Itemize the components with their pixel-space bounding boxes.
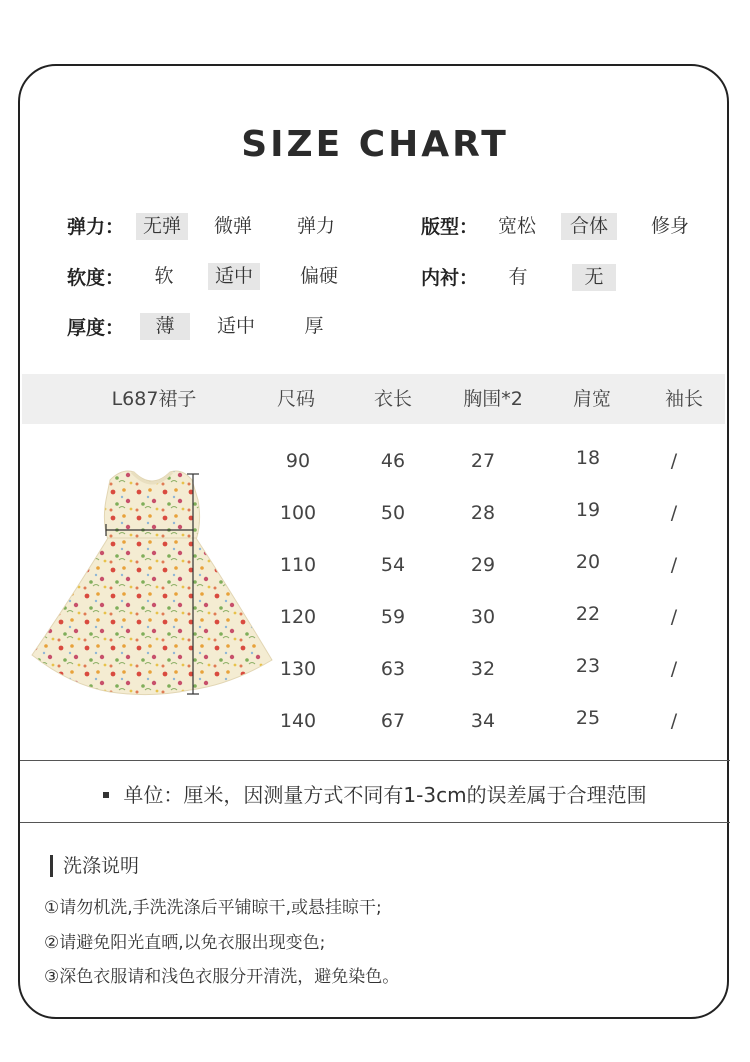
product-name: L687裙子 — [111, 388, 197, 410]
cell-length: 50 — [380, 502, 406, 524]
cell-chest: 27 — [470, 450, 496, 472]
elasticity-option-slight: 微弹 — [213, 215, 252, 237]
cell-sleeve: / — [670, 554, 678, 576]
cell-shoulder: 25 — [575, 707, 601, 729]
cell-chest: 32 — [470, 658, 496, 680]
thickness-label: 厚度： — [67, 317, 125, 339]
divider-top — [20, 760, 730, 761]
cell-length: 59 — [380, 606, 406, 628]
thickness-option-thick: 厚 — [304, 315, 324, 337]
cell-chest: 34 — [470, 710, 496, 732]
header-shoulder: 肩宽 — [572, 388, 612, 410]
fit-option-loose: 宽松 — [497, 215, 536, 237]
cell-chest: 29 — [470, 554, 496, 576]
measurement-note — [0, 779, 750, 808]
cell-shoulder: 20 — [575, 551, 601, 573]
cell-size: 130 — [279, 658, 317, 680]
cell-size: 140 — [279, 710, 317, 732]
cell-length: 46 — [380, 450, 406, 472]
softness-option-medium: 适中 — [208, 263, 260, 290]
page-title: SIZE CHART — [241, 124, 509, 165]
lining-option-yes: 有 — [508, 266, 528, 288]
cell-sleeve: / — [670, 606, 678, 628]
note-text: 单位：厘米，因测量方式不同有1-3cm的误差属于合理范围 — [123, 783, 647, 807]
softness-label: 软度： — [67, 267, 125, 289]
lining-option-no: 无 — [572, 264, 616, 291]
cell-shoulder: 18 — [575, 447, 601, 469]
cell-chest: 28 — [470, 502, 496, 524]
header-length: 衣长 — [373, 388, 413, 410]
elasticity-option-stretch: 弹力 — [296, 215, 335, 237]
cell-size: 100 — [279, 502, 317, 524]
care-item-3: ③深色衣服请和浅色衣服分开清洗，避免染色。 — [44, 967, 400, 987]
cell-chest: 30 — [470, 606, 496, 628]
cell-shoulder: 19 — [575, 499, 601, 521]
cell-length: 54 — [380, 554, 406, 576]
thickness-option-medium: 适中 — [216, 315, 255, 337]
cell-shoulder: 22 — [575, 603, 601, 625]
cell-sleeve: / — [670, 710, 678, 732]
care-item-1: ①请勿机洗,手洗洗涤后平铺晾干,或悬挂晾干; — [44, 898, 382, 918]
size-table-header — [22, 374, 725, 424]
cell-length: 67 — [380, 710, 406, 732]
header-size: 尺码 — [276, 388, 316, 410]
elasticity-option-none: 无弹 — [136, 213, 188, 240]
dress-image — [30, 460, 275, 700]
cell-sleeve: / — [670, 658, 678, 680]
softness-option-stiff: 偏硬 — [299, 265, 338, 287]
cell-shoulder: 23 — [575, 655, 601, 677]
care-item-2: ②请避免阳光直晒,以免衣服出现变色; — [44, 933, 326, 953]
header-sleeve: 袖长 — [664, 388, 704, 410]
note-bullet — [103, 792, 109, 798]
care-title: 洗涤说明 — [50, 855, 139, 877]
elasticity-label: 弹力： — [67, 216, 125, 238]
cell-sleeve: / — [670, 450, 678, 472]
fit-option-slim: 修身 — [650, 215, 689, 237]
lining-label: 内衬： — [421, 267, 479, 289]
cell-size: 110 — [279, 554, 317, 576]
fit-option-regular: 合体 — [561, 213, 617, 240]
thickness-option-thin: 薄 — [140, 313, 190, 340]
cell-sleeve: / — [670, 502, 678, 524]
cell-size: 90 — [285, 450, 311, 472]
cell-length: 63 — [380, 658, 406, 680]
softness-option-soft: 软 — [154, 265, 174, 287]
cell-size: 120 — [279, 606, 317, 628]
fit-label: 版型： — [421, 216, 479, 238]
header-chest: 胸围*2 — [463, 388, 523, 410]
divider-bottom — [20, 822, 730, 823]
